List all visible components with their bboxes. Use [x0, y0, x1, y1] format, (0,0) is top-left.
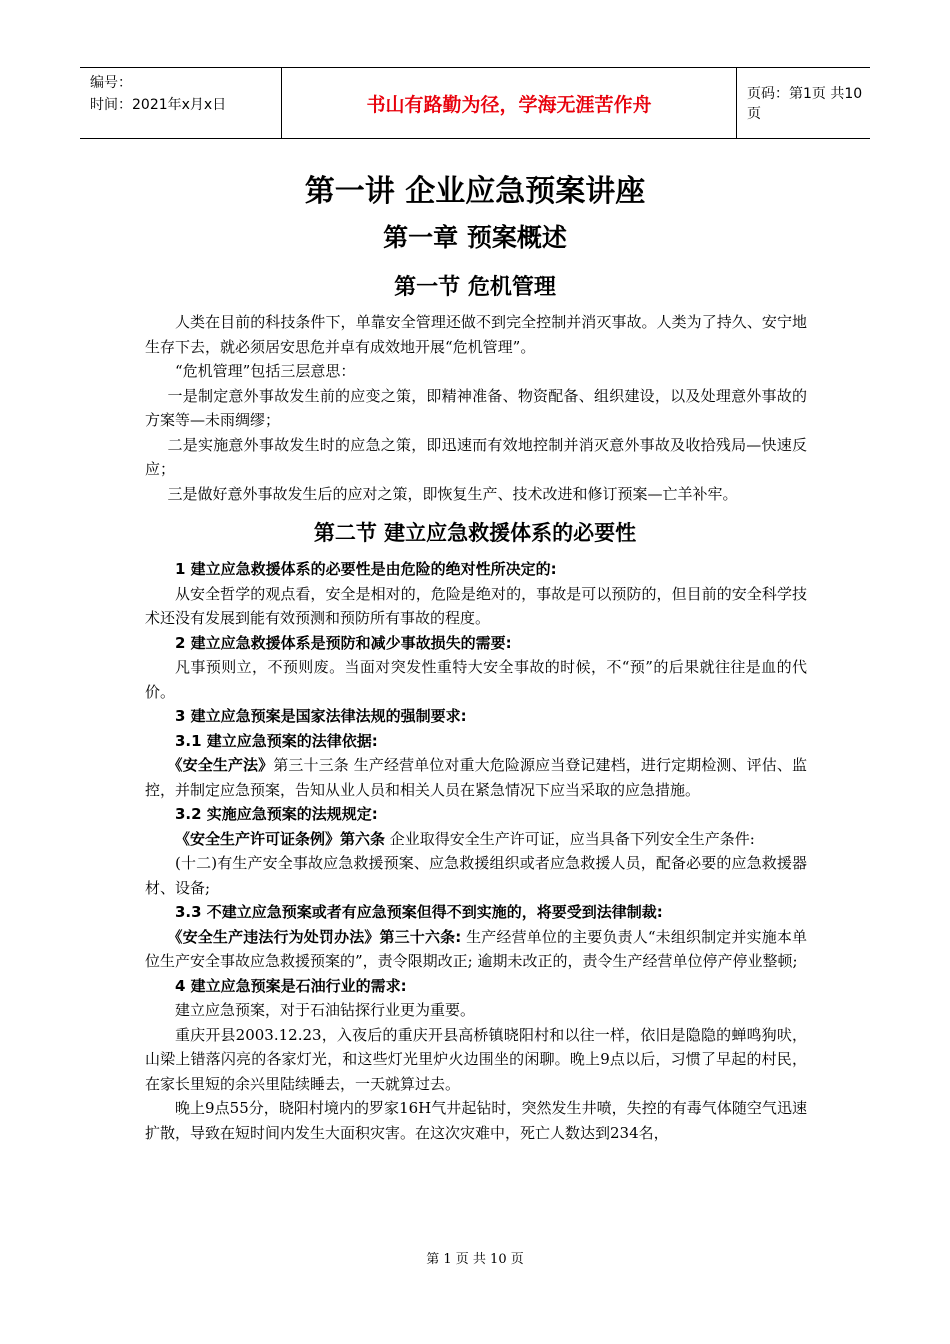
paragraph: “危机管理”包括三层意思： [175, 362, 356, 380]
paragraph [145, 925, 807, 974]
subheading: 2 建立应急救援体系是预防和减少事故损失的需要: [175, 633, 512, 652]
paragraph [145, 753, 807, 802]
paragraph: 重庆开县2003.12.23，入夜后的重庆开县高桥镇晓阳村和以往一样，依旧是隐隐的蝉鸣狗吠，山梁上错落闪亮的各家灯光，和这些灯光里炉火边围坐的闲聊。晚上9点以后，习惯了早起的村民，在家长里短的余兴里陆续睡去，一天就算过去。 [145, 1025, 807, 1093]
subheading: 3.1 建立应急预案的法律依据: [175, 731, 378, 750]
date-label: 时间：2021年x月x日 [90, 97, 227, 113]
section1-body [145, 310, 807, 506]
document-header [80, 67, 870, 139]
section2-body [145, 557, 807, 1145]
document-title: 第一讲 企业应急预案讲座 [304, 174, 646, 209]
section2-heading: 第二节 建立应急救援体系的必要性 [313, 521, 637, 545]
subheading: 3.3 不建立应急预案或者有应急预案但得不到实施的，将要受到法律制裁: [175, 903, 663, 921]
law-name: 《安全生产法》 [167, 756, 274, 774]
subheading: 4 建立应急预案是石油行业的需求: [175, 976, 407, 995]
header-motto: 书山有路勤为径，学海无涯苦作舟 [282, 68, 737, 138]
code-label: 编号： [90, 75, 132, 91]
paragraph: 人类在目前的科技条件下，单靠安全管理还做不到完全控制并消灭事故。人类为了持久、安宁地生存下去，就必须居安思危并卓有成效地开展“危机管理”。 [145, 313, 807, 356]
header-page-info: 页码：第1页 共10页 [747, 86, 863, 122]
paragraph: 建立应急预案，对于石油钻探行业更为重要。 [175, 1001, 476, 1019]
law-name: 《安全生产许可证条例》第六条 [175, 829, 386, 848]
section1-heading: 第一节 危机管理 [394, 275, 556, 300]
law-name: 《安全生产违法行为处罚办法》第三十六条: [167, 927, 462, 946]
paragraph: 从安全哲学的观点看，安全是相对的，危险是绝对的，事故是可以预防的，但目前的安全科学技术还没有发展到能有效预测和预防所有事故的程度。 [145, 584, 807, 627]
page-footer: 第 1 页 共 10 页 [426, 1252, 524, 1267]
paragraph: 晚上9点55分，晓阳村境内的罗家16H气井起钻时，突然发生井喷，失控的有毒气体随空气迅速扩散，导致在短时间内发生大面积灾害。在这次灾难中，死亡人数达到234名， [145, 1099, 807, 1142]
chapter-title: 第一章 预案概述 [383, 223, 567, 252]
paragraph: 三是做好意外事故发生后的应对之策，即恢复生产、技术改进和修订预案—亡羊补牢。 [167, 484, 738, 503]
paragraph: 一是制定意外事故发生前的应变之策，即精神准备、物资配备、组织建设，以及处理意外事故的方案等—未雨绸缪； [145, 386, 807, 429]
subheading: 3.2 实施应急预案的法规规定: [175, 805, 378, 823]
header-meta [80, 68, 282, 138]
law-text: 第三十三条 生产经营单位对重大危险源应当登记建档，进行定期检测、评估、监控，并制定应急预案，告知从业人员和相关人员在紧急情况下应当采取的应急措施。 [145, 756, 807, 799]
paragraph: 二是实施意外事故发生时的应急之策，即迅速而有效地控制并消灭意外事故及收拾残局—快速反应； [145, 435, 807, 478]
paragraph: 凡事预则立，不预则废。当面对突发性重特大安全事故的时候，不“预”的后果就往往是血的代价。 [145, 658, 807, 701]
subheading: 3 建立应急预案是国家法律法规的强制要求: [175, 707, 467, 725]
subheading: 1 建立应急救援体系的必要性是由危险的绝对性所决定的: [175, 560, 557, 578]
paragraph [145, 827, 807, 852]
paragraph: (十二)有生产安全事故应急救援预案、应急救援组织或者应急救援人员，配备必要的应急救援器材、设备; [145, 854, 807, 897]
law-text: 生产经营单位的主要负责人“未组织制定并实施本单位生产安全事故应急救援预案的”，责令限期改正; 逾期未改正的，责令生产经营单位停产停业整顿; [145, 927, 807, 970]
law-text: 企业取得安全生产许可证，应当具备下列安全生产条件: [385, 829, 755, 848]
